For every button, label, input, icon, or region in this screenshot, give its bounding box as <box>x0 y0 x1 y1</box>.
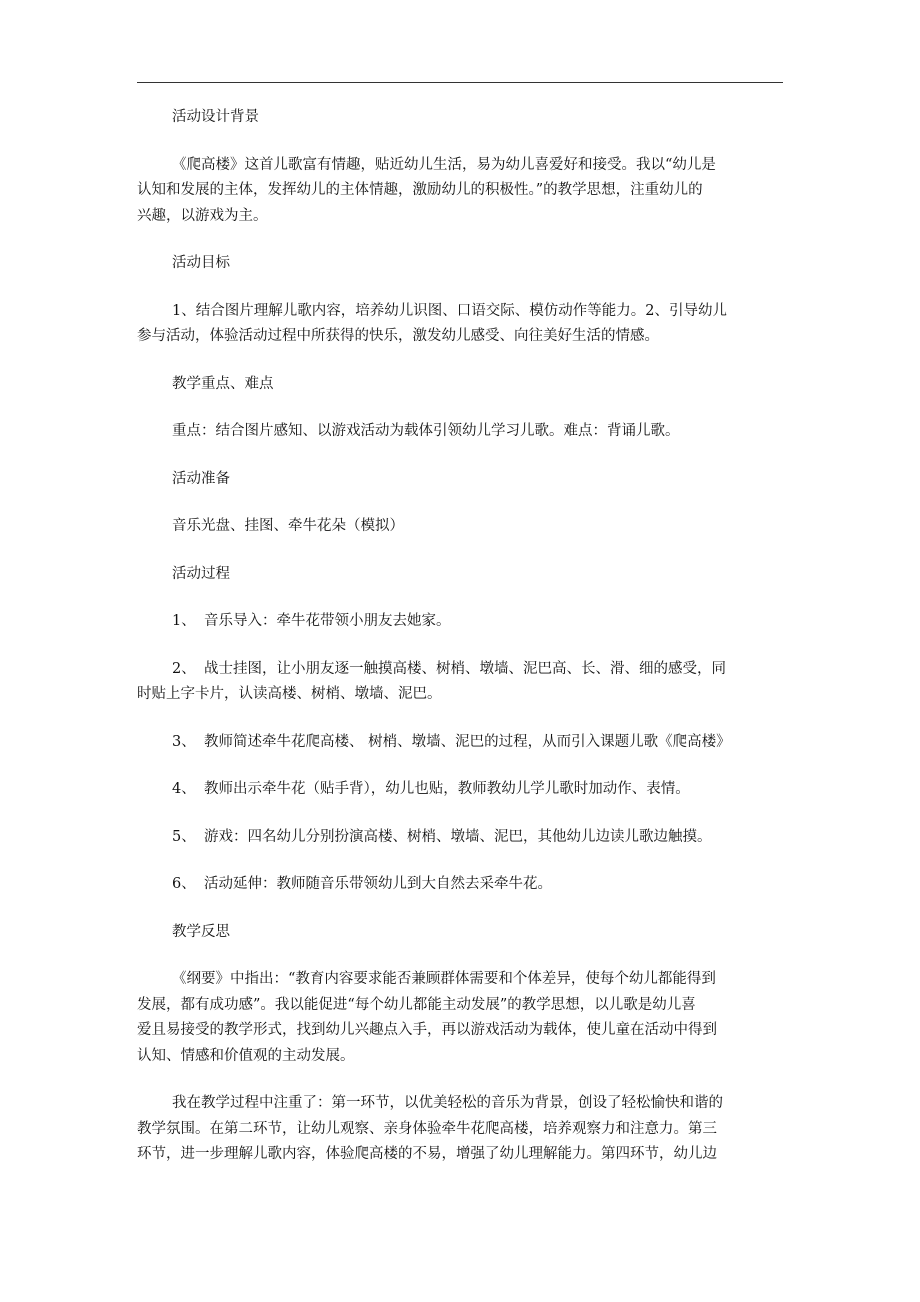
paragraph-goals <box>137 299 783 350</box>
list-item <box>172 825 784 851</box>
text-line: 《纲要》中指出：“教育内容要求能否兼顾群体需要和个体差异，使每个幼儿都能得到 <box>172 971 716 987</box>
text-line: 认知、情感和价值观的主动发展。 <box>137 1047 355 1064</box>
paragraph-background <box>137 153 783 230</box>
text-line: 环节，进一步理解儿歌内容，体验爬高楼的不易，增强了幼儿理解能力。第四环节，幼儿边 <box>137 1146 717 1162</box>
text-line: 教学氛围。在第二环节，让幼儿观察、亲身体验牵牛花爬高楼，培养观察力和注意力。第三 <box>137 1120 717 1137</box>
list-number: 5、 <box>172 828 196 845</box>
text-line <box>137 657 783 683</box>
text-line: 《爬高楼》这首儿歌富有情趣，贴近幼儿生活，易为幼儿喜爱好和接受。我以“幼儿是 <box>172 156 716 173</box>
list-item <box>172 730 784 756</box>
list-item <box>172 609 784 635</box>
heading-process: 活动过程 <box>172 565 230 582</box>
heading-preparation: 活动准备 <box>172 470 230 487</box>
heading-goals: 活动目标 <box>172 255 230 271</box>
list-number: 4、 <box>172 781 196 797</box>
list-number: 2、 <box>172 660 196 677</box>
heading-key-points: 教学重点、难点 <box>172 375 274 392</box>
list-text: 战士挂图，让小朋友逐一触摸高楼、树梢、墩墙、泥巴高、长、滑、细的感受，同 <box>204 660 726 677</box>
list-number: 3、 <box>172 733 196 750</box>
text-line: 1、结合图片理解儿歌内容，培养幼儿识图、口语交际、模仿动作等能力。2、引导幼儿 <box>172 302 727 319</box>
heading-reflection: 教学反思 <box>172 923 230 940</box>
text-line: 兴趣，以游戏为主。 <box>137 207 268 224</box>
list-item <box>172 777 784 803</box>
list-item <box>172 872 784 898</box>
paragraph-preparation: 音乐光盘、挂图、牵牛花朵（模拟） <box>172 518 404 534</box>
paragraph-key-points: 重点：结合图片感知、以游戏活动为载体引领幼儿学习儿歌。难点：背诵儿歌。 <box>172 423 680 439</box>
list-text: 游戏：四名幼儿分别扮演高楼、树梢、墩墙、泥巴，其他幼儿边读儿歌边触摸。 <box>204 828 712 845</box>
document-body <box>137 105 784 1190</box>
paragraph-reflection-2 <box>137 1091 783 1168</box>
list-text: 教师出示牵牛花（贴手背），幼儿也贴，教师教幼儿学儿歌时加动作、表情。 <box>204 781 690 797</box>
list-text: 教师简述牵牛花爬高楼、 树梢、墩墙、泥巴的过程，从而引入课题儿歌《爬高楼》 <box>204 733 731 750</box>
header-rule <box>137 82 783 83</box>
list-text: 活动延伸：教师随音乐带领幼儿到大自然去采牵牛花。 <box>204 876 552 892</box>
list-number: 1、 <box>172 613 196 629</box>
text-line: 认知和发展的主体，发挥幼儿的主体情趣，激励幼儿的积极性。”的教学思想，注重幼儿的 <box>137 182 703 198</box>
text-line: 时贴上字卡片，认读高楼、树梢、墩墙、泥巴。 <box>137 686 442 702</box>
text-line: 发展，都有成功感”。我以能促进“每个幼儿都能主动发展”的教学思想，以儿歌是幼儿喜 <box>137 996 696 1013</box>
text-line: 我在教学过程中注重了：第一环节，以优美轻松的音乐为背景，创设了轻松愉快和谐的 <box>172 1095 723 1111</box>
list-item <box>137 657 783 708</box>
paragraph-reflection-1 <box>137 967 783 1069</box>
text-line: 爱且易接受的教学形式，找到幼儿兴趣点入手，再以游戏活动为载体，使儿童在活动中得到 <box>137 1022 717 1038</box>
list-text: 音乐导入：牵牛花带领小朋友去她家。 <box>204 613 451 629</box>
heading-background: 活动设计背景 <box>172 109 259 125</box>
text-line: 参与活动，体验活动过程中所获得的快乐，激发幼儿感受、向往美好生活的情感。 <box>137 328 659 344</box>
list-number: 6、 <box>172 876 196 892</box>
